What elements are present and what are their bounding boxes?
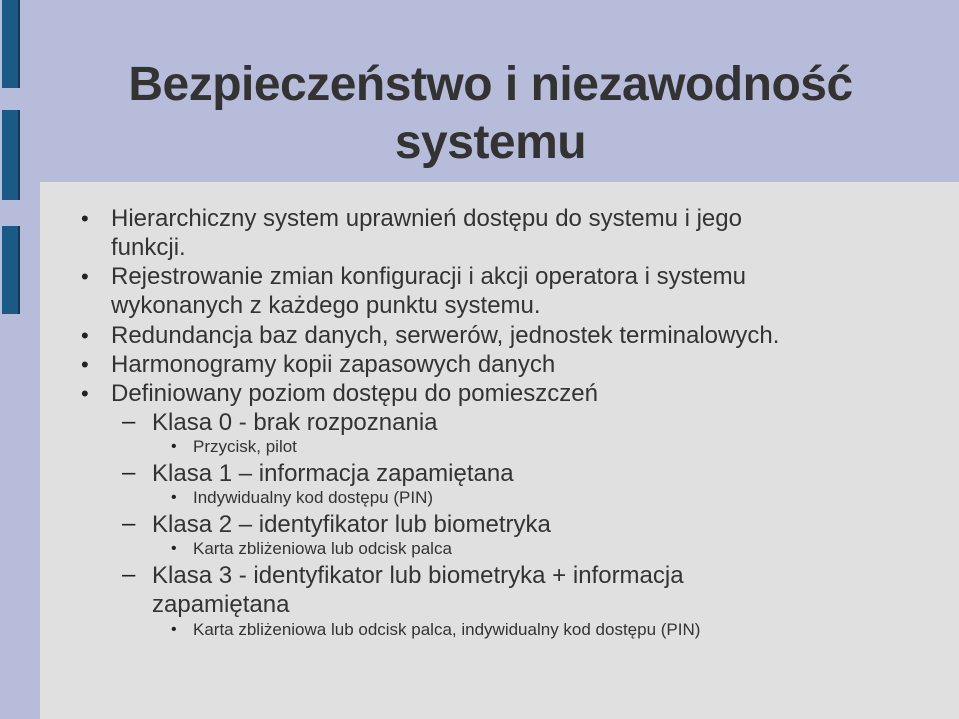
list-item-text: Klasa 3 - identyfikator lub biometryka + informacja: [152, 562, 684, 589]
list-item: [81, 204, 871, 262]
list-item-text: Klasa 1 – informacja zapamiętana: [152, 460, 514, 487]
dash-icon: –: [122, 510, 136, 537]
list-item-text: Harmonogramy kopii zapasowych danych: [111, 351, 556, 378]
list-item-text: wykonanych z każdego punktu systemu.: [111, 292, 541, 319]
dash-icon: –: [122, 459, 136, 486]
accent-bar: [2, 226, 20, 314]
list-item-text: Indywidualny kod dostępu (PIN): [193, 488, 434, 507]
bullet-icon: •: [171, 438, 177, 455]
list-item: [81, 262, 871, 320]
list-item: [122, 459, 872, 488]
slide-title: [22, 56, 959, 172]
slide-title-line-1: Bezpieczeństwo i niezawodność: [128, 58, 853, 111]
list-item-text: Redundancja baz danych, serwerów, jednostek terminalowych.: [111, 322, 780, 349]
list-item-text: Rejestrowanie zmian konfiguracji i akcji operatora i systemu: [111, 263, 746, 290]
list-item: [122, 408, 872, 437]
dash-icon: –: [122, 408, 136, 435]
bullet-icon: •: [171, 540, 177, 557]
content-panel: [40, 182, 959, 719]
left-decoration-strip: [0, 0, 22, 719]
bullet-icon: •: [81, 206, 89, 231]
list-item-text: Przycisk, pilot: [193, 437, 297, 456]
bullet-icon: •: [81, 352, 89, 377]
dash-icon: –: [122, 561, 136, 588]
list-item: [171, 488, 893, 508]
bullet-icon: •: [81, 381, 89, 406]
list-item-text: Definiowany poziom dostępu do pomieszczeń: [111, 380, 598, 407]
slide-title-line-2: systemu: [394, 116, 587, 169]
list-item-text: Klasa 2 – identyfikator lub biometryka: [152, 511, 551, 538]
list-item: [122, 510, 872, 539]
list-item: [81, 321, 871, 350]
list-item: [171, 539, 893, 559]
list-item: [171, 437, 893, 457]
title-area: [22, 0, 959, 182]
list-item: [171, 620, 893, 640]
list-item: [81, 379, 871, 408]
list-item: [81, 350, 871, 379]
bullet-icon: •: [171, 621, 177, 638]
accent-bar: [2, 110, 20, 200]
list-item-text: Klasa 0 - brak rozpoznania: [152, 409, 438, 436]
list-item-text: zapamiętana: [152, 591, 290, 618]
accent-bar: [2, 0, 20, 88]
bullet-icon: •: [171, 489, 177, 506]
bullet-icon: •: [81, 323, 89, 348]
list-item-text: Karta zbliżeniowa lub odcisk palca: [193, 539, 452, 558]
bullet-icon: •: [81, 264, 89, 289]
list-item-text: funkcji.: [111, 234, 186, 261]
list-item-text: Hierarchiczny system uprawnień dostępu do systemu i jego: [111, 205, 742, 232]
list-item: [122, 561, 872, 619]
list-item-text: Karta zbliżeniowa lub odcisk palca, indywidualny kod dostępu (PIN): [193, 620, 701, 639]
